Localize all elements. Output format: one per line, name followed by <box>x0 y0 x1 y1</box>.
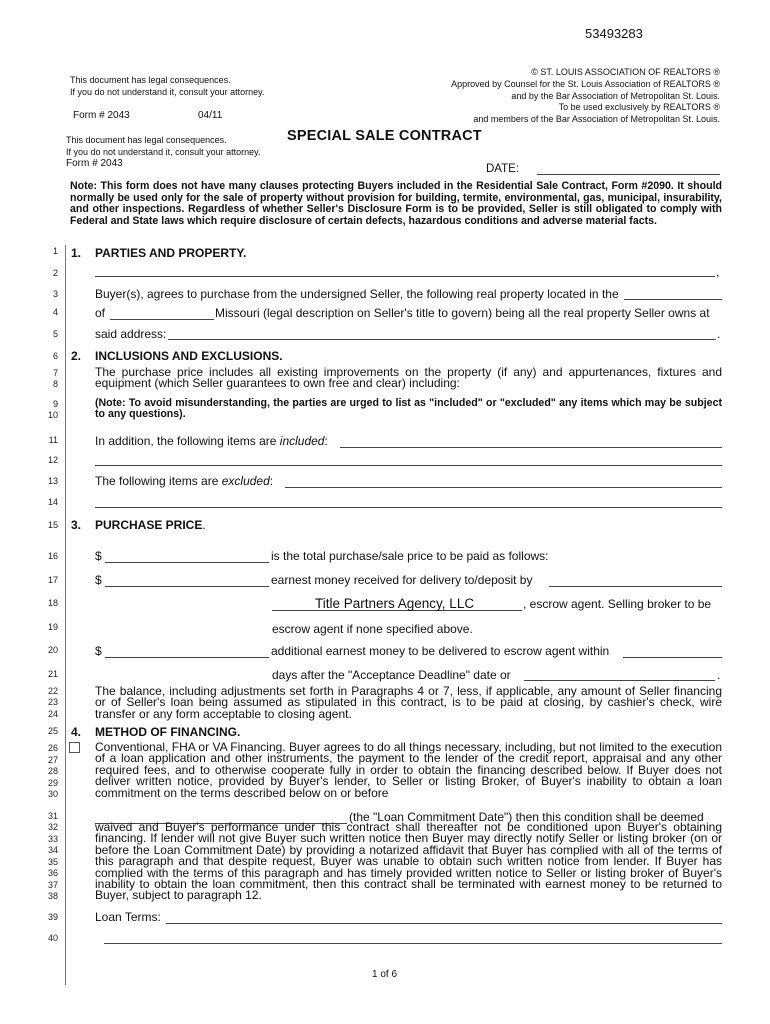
line-number: 35 <box>47 857 58 867</box>
legal-warning-line-1: This document has legal consequences. <box>70 75 231 85</box>
inclusions-note: (Note: To avoid misunderstanding, the parties are urged to list as "included" or "excluded" any items which may be subject to any questions). <box>95 397 722 421</box>
additional-earnest-text: additional earnest money to be delivered to escrow agent within <box>271 644 610 658</box>
included-label: In addition, the following items are <box>95 434 277 448</box>
section-4-title: METHOD OF FINANCING. <box>95 725 241 739</box>
line-number: 4 <box>52 307 58 317</box>
escrow-agent-text: , escrow agent. Selling broker to be <box>523 597 712 611</box>
line-number: 38 <box>47 891 58 901</box>
line-number: 2 <box>52 268 58 278</box>
period: . <box>717 668 721 682</box>
line-number: 26 <box>47 743 58 753</box>
total-price-text: is the total purchase/sale price to be paid as follows: <box>271 549 549 563</box>
form-number: Form # 2043 <box>73 110 130 121</box>
copyright-line: © ST. LOUIS ASSOCIATION OF REALTORS ® <box>531 67 720 77</box>
loan-terms-field-line-2[interactable] <box>104 942 722 944</box>
line-number: 33 <box>47 834 58 844</box>
line-number: 1 <box>52 246 58 256</box>
page-number: 1 of 6 <box>372 969 398 980</box>
line-number: 17 <box>47 575 58 585</box>
line-number: 28 <box>47 766 58 776</box>
line-number: 14 <box>47 497 58 507</box>
period: . <box>717 327 721 341</box>
date-label: DATE: <box>486 163 520 175</box>
approval-line-4: and members of the Bar Association of Metropolitan St. Louis. <box>473 114 720 124</box>
line-number: 9 <box>52 399 58 409</box>
line-number: 27 <box>47 755 58 765</box>
line-number: 11 <box>48 435 58 445</box>
line-number: 8 <box>52 379 58 389</box>
form-note: Note: This form does not have many clauses protecting Buyers included in the Residential Sale Contract, Form #2090. It should normally be used only for the sale of property without provision for building, termite, environmental, gas, municipal, insurability, and other inspections. Regardless of whether Seller's Disclosure Form is to be provided, Seller is still obligated to comply with Federal and State laws which require disclosure of certain defects, hazardous conditions and adverse material facts. <box>70 180 722 227</box>
section-3-number: 3. <box>71 518 82 532</box>
additional-earnest-field[interactable] <box>105 656 269 658</box>
comma: , <box>716 265 720 279</box>
legal-warning-line-2: If you do not understand it, consult your attorney. <box>70 87 265 97</box>
included-field[interactable] <box>340 446 722 448</box>
included-colon: : <box>324 434 328 448</box>
line-number: 5 <box>52 329 58 339</box>
excluded-colon: : <box>269 474 274 488</box>
line-number: 31 <box>47 811 58 821</box>
line-number: 16 <box>47 551 58 561</box>
included-field-line-2[interactable] <box>95 464 722 466</box>
said-address-label: said address: <box>95 327 167 341</box>
line-number: 37 <box>47 880 58 890</box>
line-number: 13 <box>47 476 58 486</box>
line-number: 6 <box>52 351 58 361</box>
dollar-sign: $ <box>95 549 102 563</box>
dollar-sign: $ <box>95 644 102 658</box>
location-field[interactable] <box>624 298 722 300</box>
form-date: 04/11 <box>198 110 223 121</box>
line-number: 23 <box>47 697 58 707</box>
dollar-sign: $ <box>95 573 102 587</box>
deadline-date-field[interactable] <box>524 679 715 681</box>
escrow-agent-value[interactable]: Title Partners Agency, LLC <box>315 596 475 611</box>
loan-terms-field[interactable] <box>166 922 722 924</box>
line-number: 19 <box>47 622 58 632</box>
line-number: 40 <box>47 933 58 943</box>
excluded-field[interactable] <box>285 486 722 488</box>
line-number: 22 <box>47 686 58 696</box>
loan-commitment-text: (the "Loan Commitment Date") then this condition shall be deemed <box>349 810 704 824</box>
line-number: 18 <box>47 598 58 608</box>
missouri-text: Missouri (legal description on Seller's title to govern) being all the real property Seller owns at <box>215 306 710 320</box>
line-number: 12 <box>47 455 58 465</box>
approval-line-3: To be used exclusively by REALTORS ® <box>558 102 720 112</box>
included-word: included <box>279 434 325 448</box>
excluded-label: The following items are <box>95 474 219 488</box>
financing-paragraph-1: Conventional, FHA or VA Financing. Buyer agrees to do all things necessary, including, but not limited to the execution of a loan application and other instruments, the payment to the lender of the credit report, appraisal and any other required fees, and to otherwise cooperate fully in order to obtain the financing described below. If Buyer does not deliver written notice, provided by Buyer's lender, to Seller or listing Broker, of Buyer's inability to obtain a loan commitment on the terms described below on or before <box>95 740 722 800</box>
overlay-warning-line-2: If you do not understand it, consult your attorney. <box>66 147 261 157</box>
line-number: 10 <box>47 410 58 420</box>
escrow-none-text: escrow agent if none specified above. <box>272 622 473 636</box>
line-number: 36 <box>47 868 58 878</box>
acceptance-deadline-text: days after the "Acceptance Deadline" date or <box>272 668 511 682</box>
overlay-form-number: Form # 2043 <box>66 158 123 169</box>
excluded-field-line-2[interactable] <box>95 506 722 508</box>
approval-line-1: Approved by Counsel for the St. Louis Association of REALTORS ® <box>451 79 720 89</box>
line-number: 7 <box>52 368 58 378</box>
line-number: 24 <box>47 709 58 719</box>
parties-field[interactable] <box>95 275 715 277</box>
section-2-title: INCLUSIONS AND EXCLUSIONS. <box>95 349 283 363</box>
line-number: 34 <box>47 845 58 855</box>
deposit-by-field[interactable] <box>549 585 722 587</box>
section-4-number: 4. <box>71 725 82 739</box>
earnest-money-field[interactable] <box>105 585 269 587</box>
line-number: 30 <box>47 789 58 799</box>
financing-paragraph-2: waived and Buyer's performance under this contract shall thereafter not be conditioned upon Buyer's obtaining financing. If lender will not give Buyer such written notice then Buyer may directly notify Seller or listing broker (on or before the Loan Commitment Date) by providing a notarized affidavit that Buyer has complied with all of the terms of this paragraph and that despite request, Buyer was unable to obtain such written notice from lender. If Buyer has complied with the terms of this paragraph and has timely provided written notice to Seller or listing broker of Buyer's inability to obtain the loan commitment, then this contract shall be terminated with earnest money to be returned to Buyer, subject to paragraph 12. <box>95 820 722 903</box>
section-1-title: PARTIES AND PROPERTY. <box>95 246 247 260</box>
county-field[interactable] <box>110 318 214 320</box>
line-number: 20 <box>47 645 58 655</box>
line-number: 25 <box>47 726 58 736</box>
days-within-field[interactable] <box>623 656 722 658</box>
date-field[interactable] <box>537 173 720 175</box>
line-number: 32 <box>47 822 58 832</box>
section-3-title: PURCHASE PRICE <box>95 518 203 532</box>
loan-terms-label: Loan Terms: <box>95 910 161 924</box>
balance-paragraph: The balance, including adjustments set forth in Paragraphs 4 or 7, less, if applicable, any amount of Seller financing or of Seller's loan being assumed as stipulated in this contract, is to be paid at closing, by cashier's check, wire transfer or any form acceptable to closing agent. <box>95 684 722 721</box>
line-number: 29 <box>47 778 58 788</box>
line-number: 15 <box>47 520 58 530</box>
section-1-number: 1. <box>71 246 82 260</box>
financing-checkbox[interactable] <box>69 742 80 753</box>
excluded-word: excluded <box>221 474 270 488</box>
line-number: 3 <box>52 289 58 299</box>
address-field[interactable] <box>168 338 716 340</box>
section-3-title-period: . <box>202 518 206 532</box>
margin-rule <box>65 245 66 985</box>
inclusions-body: The purchase price includes all existing improvements on the property (if any) and appurtenances, fixtures and equipment (which Seller guarantees to own free and clear) including: <box>95 365 722 391</box>
line-number: 21 <box>47 669 58 679</box>
page-title: SPECIAL SALE CONTRACT <box>287 128 482 144</box>
line-number: 39 <box>47 912 58 922</box>
document-id: 53493283 <box>585 26 643 41</box>
of-label: of <box>95 306 106 320</box>
purchase-price-field[interactable] <box>105 561 269 563</box>
buyer-agrees-text: Buyer(s), agrees to purchase from the undersigned Seller, the following real property located in the <box>95 287 619 301</box>
earnest-money-text: earnest money received for delivery to/deposit by <box>271 573 533 587</box>
overlay-warning-line-1: This document has legal consequences. <box>66 135 227 145</box>
approval-line-2: and by the Bar Association of Metropolitan St. Louis. <box>511 91 720 101</box>
section-2-number: 2. <box>71 349 82 363</box>
